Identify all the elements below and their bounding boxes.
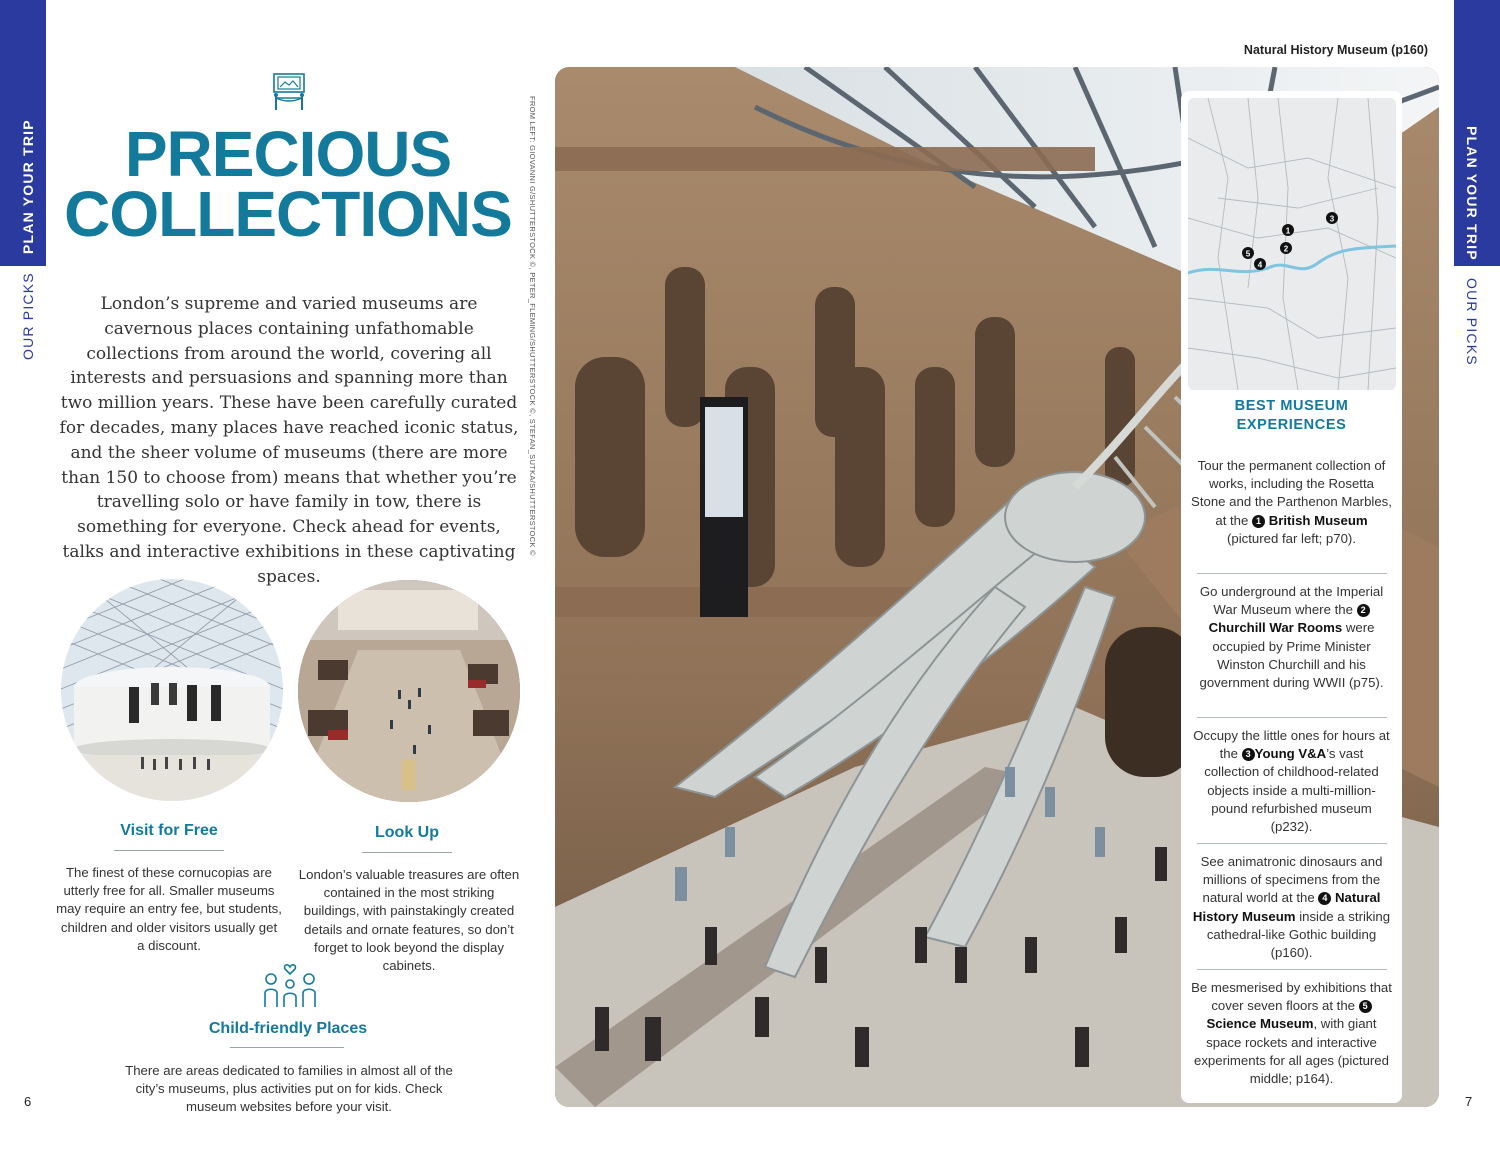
page-number-left: 6 [24,1094,32,1109]
feature-rule [230,1047,344,1048]
page-title-line-1: PRECIOUS [124,118,452,190]
marker-badge: 1 [1252,515,1265,528]
feature-text-child-friendly: There are areas dedicated to families in almost all of the city’s museums, plus activities put on for kids. Check museum websites before your visit. [125,1063,453,1115]
experience-item: Go underground at the Imperial War Museum where the 2 Churchill War Rooms were occupied by Prime Minister Winston Churchill and his government during WWII (p75). [1199,584,1384,691]
svg-text:5: 5 [1245,249,1251,259]
feature-title-child-friendly: Child-friendly Places [208,1020,368,1037]
svg-text:2: 2 [1283,244,1289,254]
experience-item: See animatronic dinosaurs and millions of specimens from the natural world at the 4 Natural History Museum inside a striking cathedral-like Gothic building (p160). [1192,854,1391,961]
subsection-label-right: OUR PICKS [1464,278,1480,366]
marker-badge: 2 [1357,604,1370,617]
experience-item: Be mesmerised by exhibitions that cover seven floors at the 5 Science Museum, with giant space rockets and interactive experiments for all ages (pictured middle; p164). [1191,980,1392,1087]
svg-text:1: 1 [1285,226,1291,236]
gallery-frame-icon [270,72,308,112]
feature-text-visit-for-free: The finest of these cornucopias are utterly free for all. Smaller museums may require an entry fee, but students, children and older visitors usually get a discount. [56,865,282,953]
marker-badge: 5 [1359,1000,1372,1013]
section-label-left: PLAN YOUR TRIP [20,119,36,254]
feature-text-look-up: London’s valuable treasures are often contained in the most striking buildings, with painstakingly created details and ornate features, so don’t forget to look beyond the display cabinets. [298,867,520,974]
panel-divider [1197,969,1387,970]
british-museum-court-photo [61,579,283,801]
best-museum-panel [1181,91,1402,1103]
section-label-right: PLAN YOUR TRIP [1464,126,1480,261]
panel-divider [1197,573,1387,574]
panel-divider [1197,717,1387,718]
panel-divider [1197,843,1387,844]
subsection-label-left: OUR PICKS [20,272,36,360]
feature-title-look-up: Look Up [375,824,439,841]
photo-credit: FROM LEFT: GIOVANNI G/SHUTTERSTOCK ©, PETER_FLEMING/SHUTTERSTOCK ©, STEFAN_SUTKA/SHUTTERSTOCK © [528,96,537,556]
svg-text:3: 3 [1329,214,1335,224]
photo-caption: Natural History Museum (p160) [1243,43,1428,57]
science-museum-hall-photo [298,580,520,802]
panel-heading-line-2: EXPERIENCES [1236,417,1347,433]
experience-item: Occupy the little ones for hours at the 3 Young V&A’s vast collection of childhood-related objects inside a multi-million-pound refurbished museum (p232). [1193,728,1390,835]
svg-text:4: 4 [1257,260,1263,270]
feature-title-visit-for-free: Visit for Free [120,822,218,839]
intro-paragraph: London’s supreme and varied museums are cavernous places containing unfathomable collections from around the world, covering all interests and persuasions and spanning more than two million years. These have been carefully curated for decades, many places have reached iconic status, and the sheer volume of museums (there are more than 150 to choose from) means that whether you’re travelling solo or have family in tow, there is something for everyone. Check ahead for events, talks and interactive exhibitions in these captivating spaces. [59,294,519,587]
panel-heading-line-1: BEST MUSEUM [1234,398,1349,414]
page-number-right: 7 [1465,1094,1473,1109]
feature-rule [114,850,224,851]
london-map [1188,98,1396,390]
feature-rule [362,852,452,853]
marker-badge: 3 [1242,748,1255,761]
experience-item: Tour the permanent collection of works, including the Rosetta Stone and the Parthenon Marbles, at the 1 British Museum (pictured far left; p70). [1191,458,1392,546]
family-icon [263,961,317,1011]
marker-badge: 4 [1318,892,1331,905]
page-title-line-2: COLLECTIONS [64,178,512,250]
